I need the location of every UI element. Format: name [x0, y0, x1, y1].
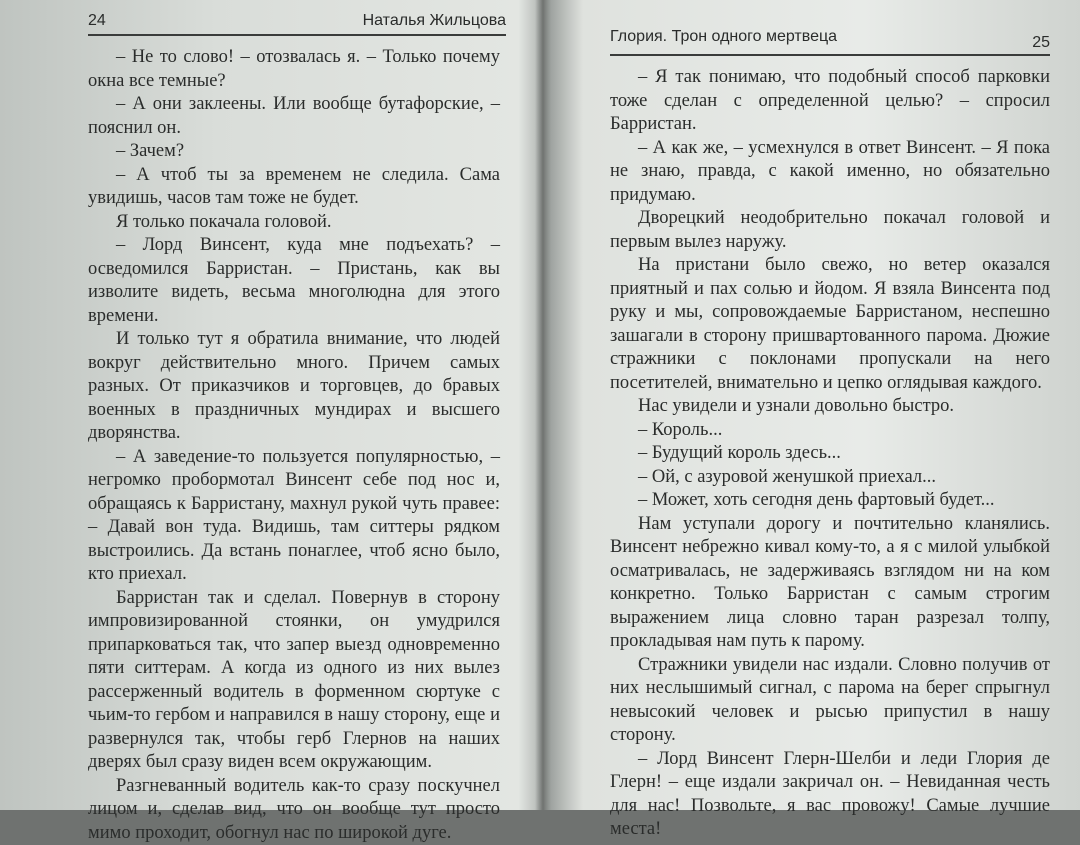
- paragraph: – Лорд Винсент, куда мне подъехать? – осведомился Барристан. – Пристань, как вы изволите видеть, весьма многолюдна для этого времени.: [88, 234, 500, 328]
- paragraph: – Не то слово! – отозвалась я. – Только почему окна все темные?: [88, 46, 500, 93]
- right-page-text: [610, 66, 1050, 842]
- paragraph: Дворецкий неодобрительно покачал головой и первым вылез наружу.: [610, 207, 1050, 254]
- paragraph: – Ой, с азуровой женушкой приехал...: [610, 466, 1050, 490]
- paragraph: – А они заклеены. Или вообще бутафорские, – пояснил он.: [88, 93, 500, 140]
- right-page: [548, 0, 1080, 810]
- paragraph: Барристан так и сделал. Повернув в сторону импровизированной стоянки, он умудрился припарковаться так, что запер выезд одновременно пяти ситтерам. А когда из одного из них вылез рассерженный водитель в форменном сюртуке с чьим-то гербом и направился в нашу сторону, еще и развернулся так, чтобы герб Глернов на наших дверях был сразу виден всем окружающим.: [88, 587, 500, 775]
- paragraph: – Будущий король здесь...: [610, 442, 1050, 466]
- paragraph: И только тут я обратила внимание, что людей вокруг действительно много. Причем самых разных. От приказчиков и торговцев, до бравых военных в праздничных мундирах и высшего дворянства.: [88, 328, 500, 446]
- paragraph: Нам уступали дорогу и почтительно кланялись. Винсент небрежно кивал кому-то, а я с милой улыбкой осматривалась, не задерживаясь взглядом ни на ком конкретно. Только Барристан с самым строгим выражением лица словно таран разрезал толпу, прокладывая нам путь к парому.: [610, 513, 1050, 654]
- paragraph: – Лорд Винсент Глерн-Шелби и леди Глория де Глерн! – еще издали закричал он. – Невиданная честь для нас! Позвольте, я вас провожу! Самые лучшие места!: [610, 748, 1050, 842]
- paragraph: – А как же, – усмехнулся в ответ Винсент. – Я пока не знаю, правда, с какой именно, но обязательно придумаю.: [610, 137, 1050, 208]
- right-page-header: [610, 28, 1050, 56]
- paragraph: – Я так понимаю, что подобный способ парковки тоже сделан с определенной целью? – спросил Барристан.: [610, 66, 1050, 137]
- left-page: [0, 0, 540, 810]
- right-running-head: Глория. Трон одного мертвеца: [610, 28, 837, 46]
- paragraph: На пристани было свежо, но ветер оказался приятный и пах солью и йодом. Я взяла Винсента под руку и мы, сопровождаемые Барристаном, неспешно зашагали в сторону пришвартованного парома. Дюжие стражники с поклонами пропускали на него посетителей, внимательно и цепко оглядывая каждого.: [610, 254, 1050, 395]
- left-page-text: [88, 46, 500, 845]
- paragraph: – Король...: [610, 419, 1050, 443]
- paragraph: Стражники увидели нас издали. Словно получив от них неслышимый сигнал, с парома на берег спрыгнул невысокий человек и рысью припустил в нашу сторону.: [610, 654, 1050, 748]
- paragraph: – А чтоб ты за временем не следила. Сама увидишь, часов там тоже не будет.: [88, 164, 500, 211]
- paragraph: – А заведение-то пользуется популярностью, – негромко пробормотал Винсент себе под нос и, обращаясь к Барристану, махнул рукой чуть правее: – Давай вон туда. Видишь, там ситтеры рядком выстроились. Да встань понаглее, чтоб ясно было, кто приехал.: [88, 446, 500, 587]
- left-page-number: 24: [88, 12, 106, 30]
- right-page-number: 25: [1032, 34, 1050, 52]
- left-running-head: Наталья Жильцова: [363, 12, 506, 30]
- paragraph: – Зачем?: [88, 140, 500, 164]
- paragraph: – Может, хоть сегодня день фартовый будет...: [610, 489, 1050, 513]
- paragraph: Я только покачала головой.: [88, 211, 500, 235]
- left-page-header: [88, 8, 506, 36]
- paragraph: Разгневанный водитель как-то сразу поскучнел лицом и, сделав вид, что он вообще тут просто мимо проходит, обогнул нас по широкой дуге.: [88, 775, 500, 845]
- paragraph: Нас увидели и узнали довольно быстро.: [610, 395, 1050, 419]
